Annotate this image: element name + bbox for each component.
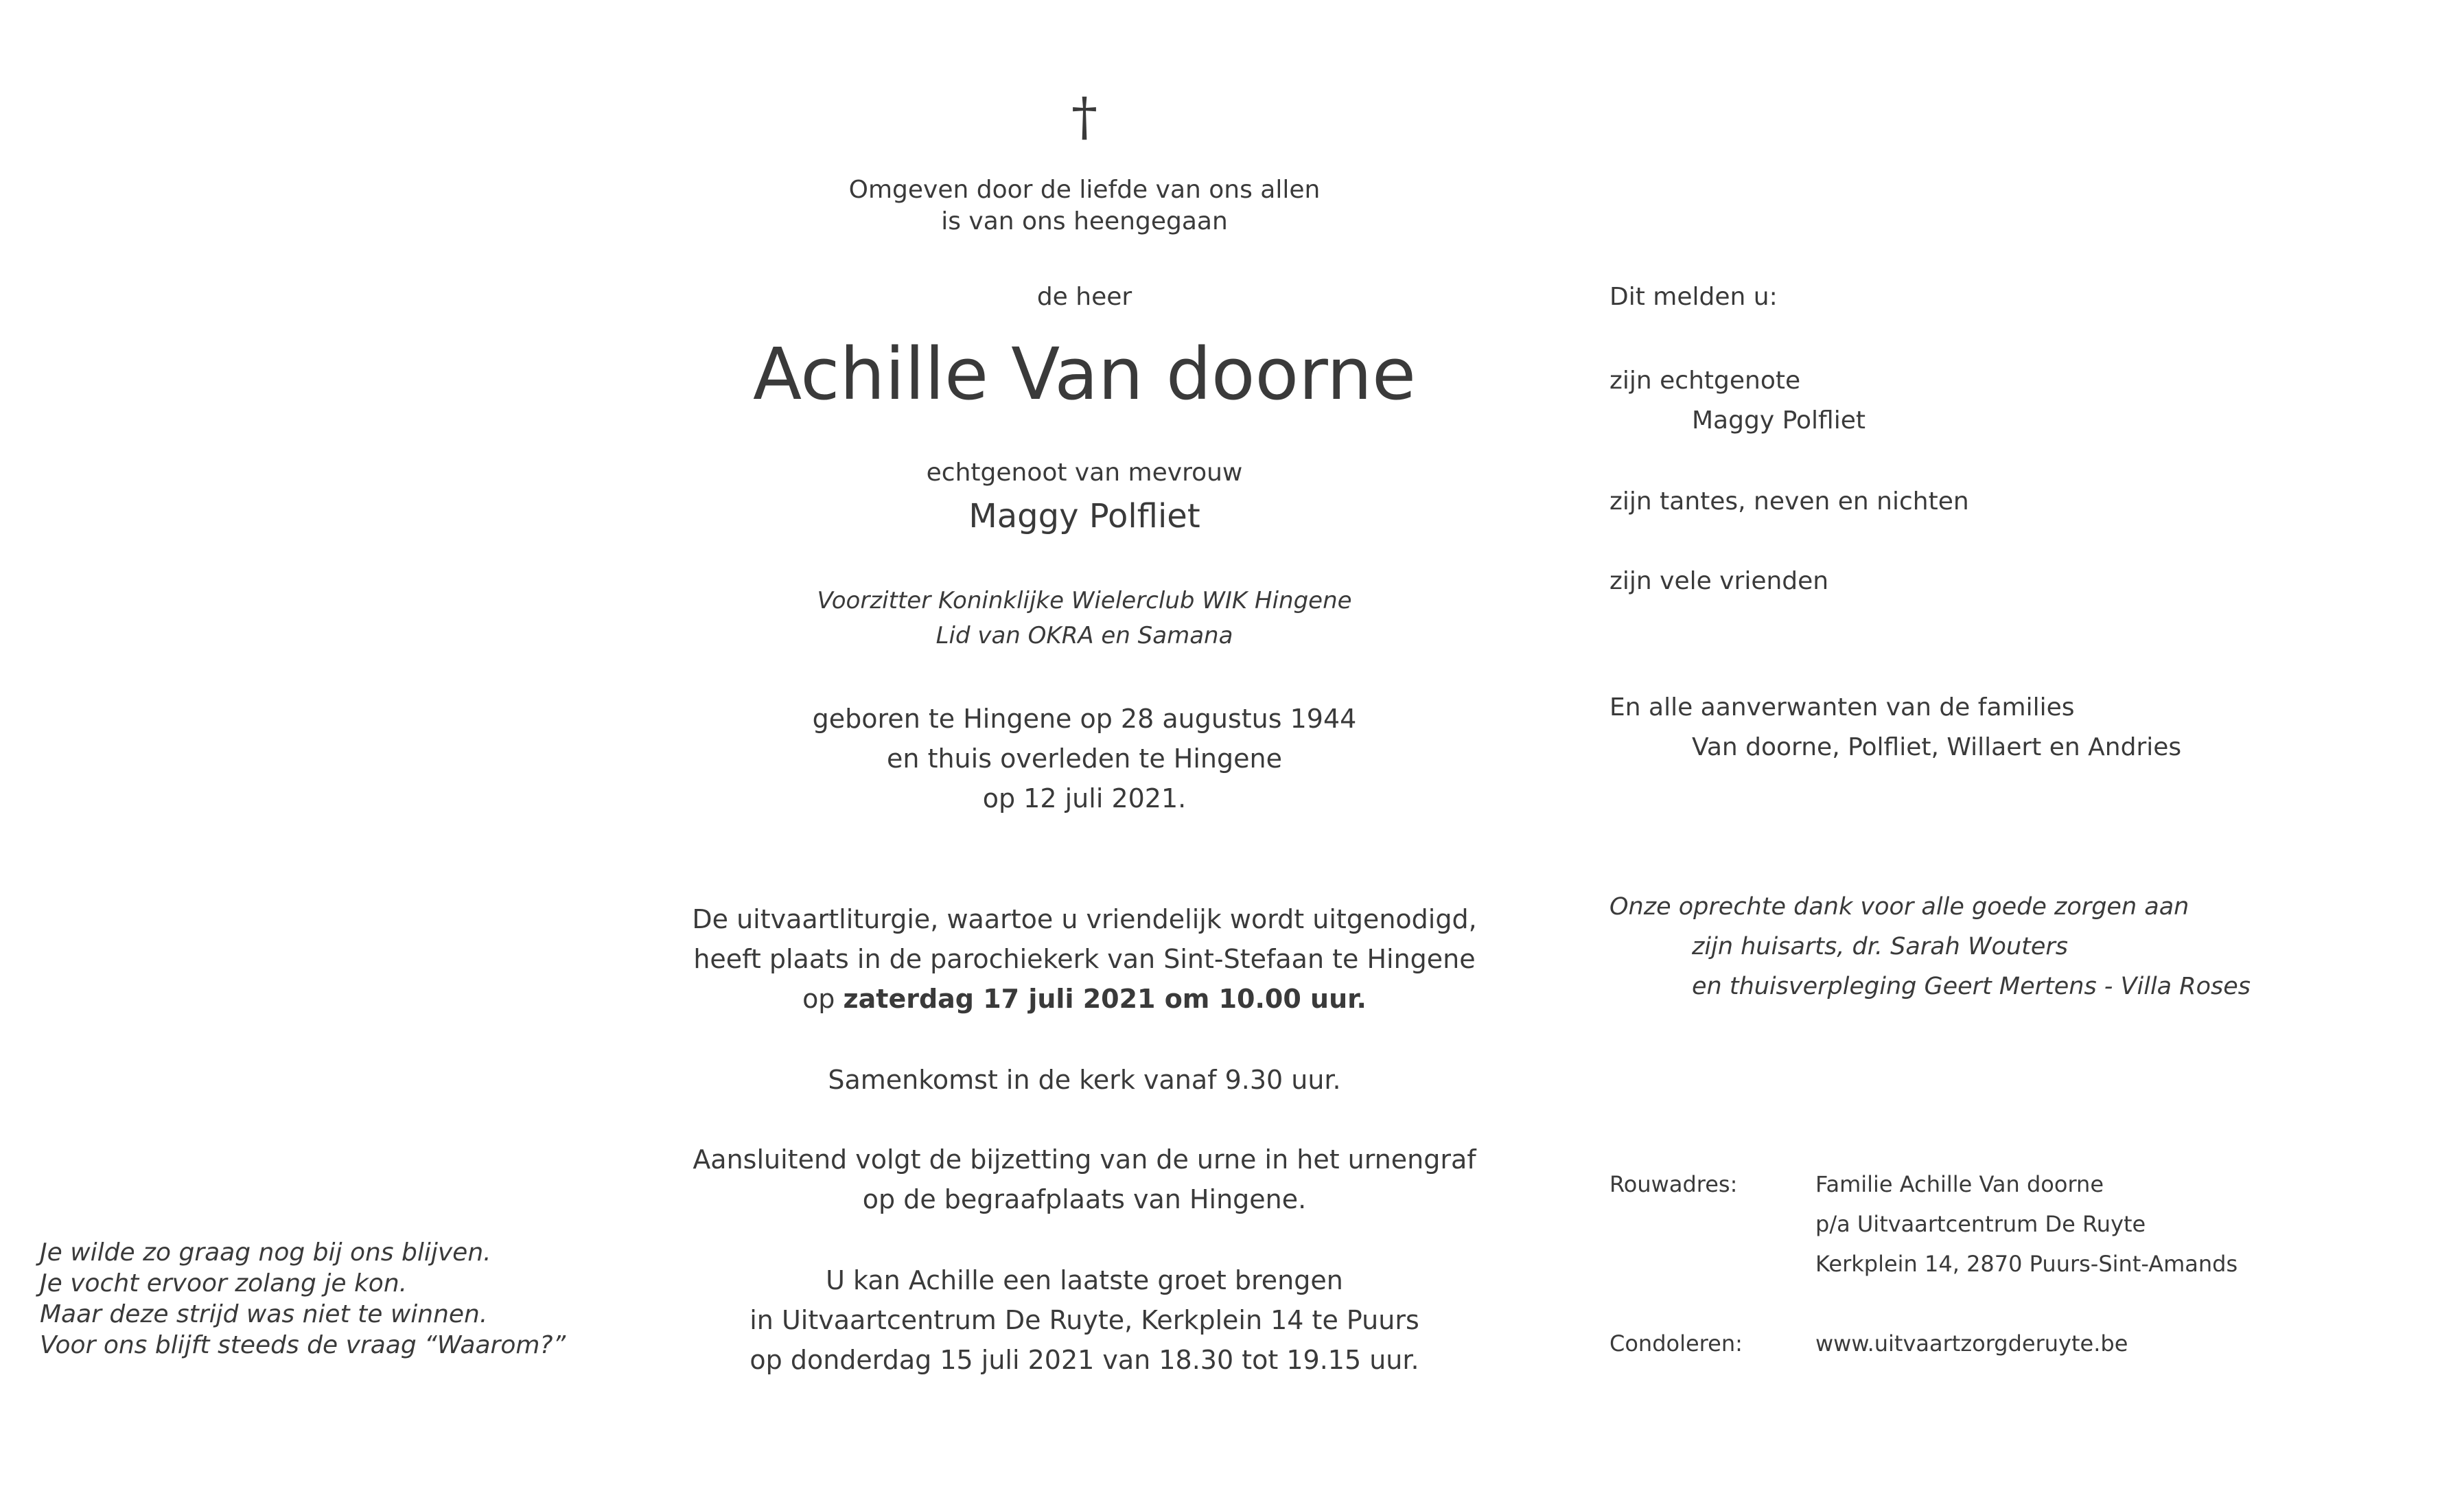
roles [686,584,1483,654]
liturgy-line [686,979,1483,1019]
address-row [1609,1164,2433,1284]
poem-line: Maar deze strijd was niet te winnen. [40,1300,488,1328]
family-spouse-label: zijn echtgenote [1609,367,1801,395]
liturgy-line: heeft plaats in de parochiekerk van Sint-Stefaan te Hingene [693,944,1476,974]
thanks-line: en thuisverpleging Geert Mertens - Villa Roses [1692,973,2251,1000]
intro-line: is van ons heengegaan [941,207,1228,235]
thanks-line: zijn huisarts, dr. Sarah Wouters [1692,933,2069,960]
intro-line: Omgeven door de liefde van ons allen [848,176,1321,204]
thanks [1609,887,2433,1006]
poem [40,1237,566,1361]
address-line: Familie Achille Van doorne [1815,1171,2104,1197]
role-line: Voorzitter Koninklijke Wielerclub WIK Hingene [817,587,1352,614]
liturgy [686,899,1483,1019]
spouse-name: Maggy Polfliet [968,497,1200,535]
life-line: op 12 juli 2021. [982,783,1187,814]
burial-line: Aansluitend volgt de bijzetting van de urne in het urnengraf [693,1144,1476,1175]
address-line: Kerkplein 14, 2870 Puurs-Sint-Amands [1815,1251,2238,1277]
address-line: p/a Uitvaartcentrum De Ruyte [1815,1211,2146,1237]
families-names: Van doorne, Polfliet, Willaert en Andries [1692,733,2182,761]
thanks-line: Onze oprechte dank voor alle goede zorgen aan [1609,893,2189,921]
intro-text [686,174,1483,238]
family-spouse-name: Maggy Polfliet [1692,406,1866,435]
deceased-name: Achille Van doorne [752,332,1416,416]
condolence-row [1609,1324,2433,1363]
liturgy-line: De uitvaartliturgie, waartoe u vriendelijk wordt uitgenodigd, [692,904,1477,934]
family-spouse [1609,361,2433,441]
families-label: En alle aanverwanten van de families [1609,693,2075,722]
burial [686,1140,1483,1219]
gathering-text: Samenkomst in de kerk vanaf 9.30 uur. [828,1065,1341,1095]
farewell-line: op donderdag 15 juli 2021 van 18.30 tot 19.15 uur. [749,1345,1419,1375]
life-line: geboren te Hingene op 28 augustus 1944 [812,704,1357,734]
condolence-label: Condoleren: [1609,1330,1743,1357]
title-prefix: de heer [1036,283,1132,311]
farewell-line: in Uitvaartcentrum De Ruyte, Kerkplein 14 te Puurs [749,1305,1419,1335]
condolence-link[interactable]: www.uitvaartzorgderuyte.be [1815,1330,2128,1357]
life-line: en thuis overleden te Hingene [887,743,1282,774]
liturgy-date-prefix: op [802,984,844,1014]
family-relatives: zijn tantes, neven en nichten [1609,487,1969,516]
address-lines [1815,1164,2238,1284]
farewell-line: U kan Achille een laatste groet brengen [826,1265,1343,1295]
announce-heading: Dit melden u: [1609,283,1778,311]
farewell [686,1260,1483,1380]
burial-line: op de begraafplaats van Hingene. [862,1184,1307,1214]
family-friends: zijn vele vrienden [1609,567,1829,595]
poem-line: Je wilde zo graag nog bij ons blijven. [40,1238,491,1267]
poem-line: Voor ons blijft steeds de vraag “Waarom?” [40,1331,566,1359]
liturgy-date: zaterdag 17 juli 2021 om 10.00 uur. [843,984,1367,1014]
cross-icon: † [1071,86,1097,147]
spouse-label: echtgenoot van mevrouw [926,459,1243,487]
life-dates [686,699,1483,818]
role-line: Lid van OKRA en Samana [935,622,1233,649]
family-families [1609,688,2433,768]
contact-block [1609,1164,2433,1363]
address-label: Rouwadres: [1609,1171,1738,1197]
poem-line: Je vocht ervoor zolang je kon. [40,1269,408,1297]
